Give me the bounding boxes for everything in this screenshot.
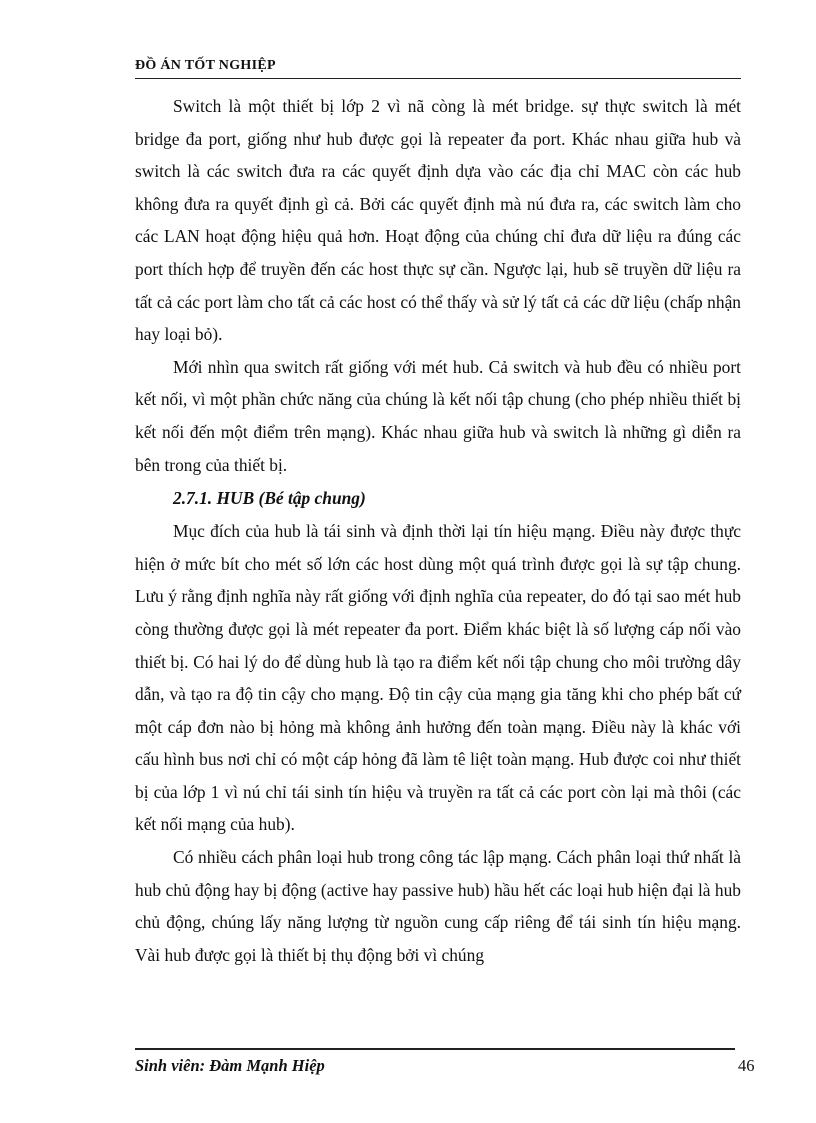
section-title: HUB (Bé tập chung) xyxy=(216,488,366,509)
header-title: ĐỒ ÁN TỐT NGHIỆP xyxy=(135,58,276,73)
page-number: 46 xyxy=(738,1056,755,1075)
paragraph-hub-purpose: Mục đích của hub là tái sinh và định thời lại tín hiệu mạng. Điều này được thực hiện ở mức bít cho mét số lớn các host dùng một quá trình được gọi là sự tập chung. Lưu ý rằng định nghĩa này rất giống với định nghĩa của repeater, do đó tại sao mét hub còng thường được gọi là mét repeater đa port. Điểm khác biệt là số lượng cáp nối vào thiết bị. Có hai lý do để dùng hub là tạo ra điểm kết nối tập chung cho môi trường dây dẫn, và tạo ra độ tin cậy cho mạng. Độ tin cậy của mạng gia tăng khi cho phép bất cứ một cáp đơn nào bị hỏng mà không ảnh hưởng đến toàn mạng. Điều này là khác với cấu hình bus nơi chỉ có một cáp hỏng đã làm tê liệt toàn mạng. Hub được coi như thiết bị của lớp 1 vì nú chỉ tái sinh tín hiệu và truyền ra tất cả các port còn lại mà thôi (các kết nối mạng của hub). xyxy=(135,521,741,835)
paragraph-switch-intro: Switch là một thiết bị lớp 2 vì nã còng là mét bridge. sự thực switch là mét bridge đa port, giống như hub được gọi là repeater đa port. Khác nhau giữa hub và switch là các switch đưa ra các quyết định dựa vào các địa chỉ MAC còn các hub không đưa ra quyết định gì cả. Bởi các quyết định mà nú đưa ra, các switch làm cho các LAN hoạt động hiệu quả hơn. Hoạt động của chúng chỉ đưa dữ liệu ra đúng các port thích hợp để truyền đến các host thực sự cần. Ngược lại, hub sẽ truyền dữ liệu ra tất cả các port làm cho tất cả các host có thể thấy và sử lý tất cả các dữ liệu (chấp nhận hay loại bỏ). xyxy=(135,96,741,345)
page-footer xyxy=(135,1048,755,1075)
section-number: 2.7.1. xyxy=(173,488,213,509)
section-heading xyxy=(135,481,741,515)
paragraph-switch-vs-hub: Mới nhìn qua switch rất giống với mét hub. Cả switch và hub đều có nhiều port kết nối, vì một phần chức năng của chúng là kết nối tập chung (cho phép nhiều thiết bị kết nối đến một điểm trên mạng). Khác nhau giữa hub và switch là những gì diễn ra bên trong của thiết bị. xyxy=(135,356,741,475)
page-body xyxy=(135,90,741,971)
page-header xyxy=(135,56,741,79)
footer-author: Sinh viên: Đàm Mạnh Hiệp xyxy=(135,1056,325,1075)
paragraph-hub-types: Có nhiều cách phân loại hub trong công tác lập mạng. Cách phân loại thứ nhất là hub chủ động hay bị động (active hay passive hub) hầu hết các loại hub hiện đại là hub chủ động, chúng lấy năng lượng từ nguồn cung cấp riêng để tái sinh tín hiệu mạng. Vài hub được gọi là thiết bị thụ động bởi vì chúng xyxy=(135,847,741,965)
